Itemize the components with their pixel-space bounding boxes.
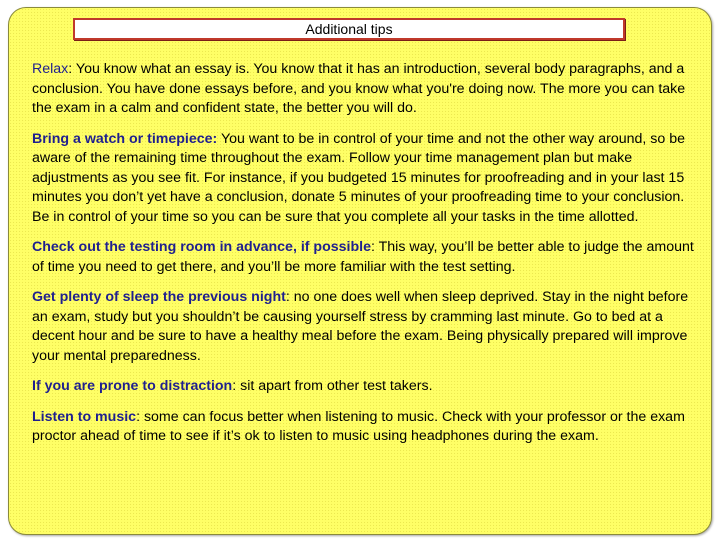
tip-heading: Check out the testing room in advance, if possible [32, 239, 371, 255]
tip-sleep [32, 288, 704, 366]
tip-heading: Listen to music [32, 408, 137, 425]
slide [8, 7, 712, 535]
tip-text: You want to be in control of your time and not the other way around, so be aware of the remaining time throughout the exam. Follow your time management plan but make adjustments as you see fit. For instance, if you budgeted 15 minutes for proofreading and in your last 15 minutes you don’t yet have a conclusion, donate 5 minutes of your proofreading time to your conclusion. Be in control of your time so you can be sure that you complete all your tasks in the time allotted. [32, 130, 685, 225]
tip-heading: Get plenty of sleep the previous night [32, 289, 286, 305]
tip-heading: Relax [32, 61, 69, 77]
tip-text: : You know what an essay is. You know that it has an introduction, several body paragraphs, and a conclusion. You have done essays before, and you know what you're doing now. The more you can take the exam in a calm and confident state, the better you will do. [32, 61, 686, 116]
slide-title: Additional tips [73, 18, 625, 40]
tip-music [32, 408, 704, 447]
tip-text: : no one does well when sleep deprived. Stay in the night before an exam, study but you shouldn’t be causing yourself stress by cramming last minute. Go to bed at a decent hour and be sure to have a healthy meal before the exam. Being physically prepared will improve your mental preparedness. [32, 289, 689, 364]
tip-relax [32, 60, 704, 119]
tip-distraction [32, 377, 704, 397]
tip-text: : This way, you’ll be better able to judge the amount of time you need to get there, and you’ll be more familiar with the test setting. [32, 239, 694, 275]
tip-check-room [32, 238, 704, 277]
tip-heading: Bring a watch or timepiece: [32, 130, 218, 147]
tip-bring-watch [32, 130, 704, 228]
tips-list [32, 60, 704, 458]
tip-heading: If you are prone to distraction [32, 378, 233, 394]
tip-text: : some can focus better when listening to music. Check with your professor or the exam proctor ahead of time to see if it’s ok to listen to music using headphones during the exam. [32, 408, 685, 444]
tip-text: : sit apart from other test takers. [232, 378, 433, 394]
